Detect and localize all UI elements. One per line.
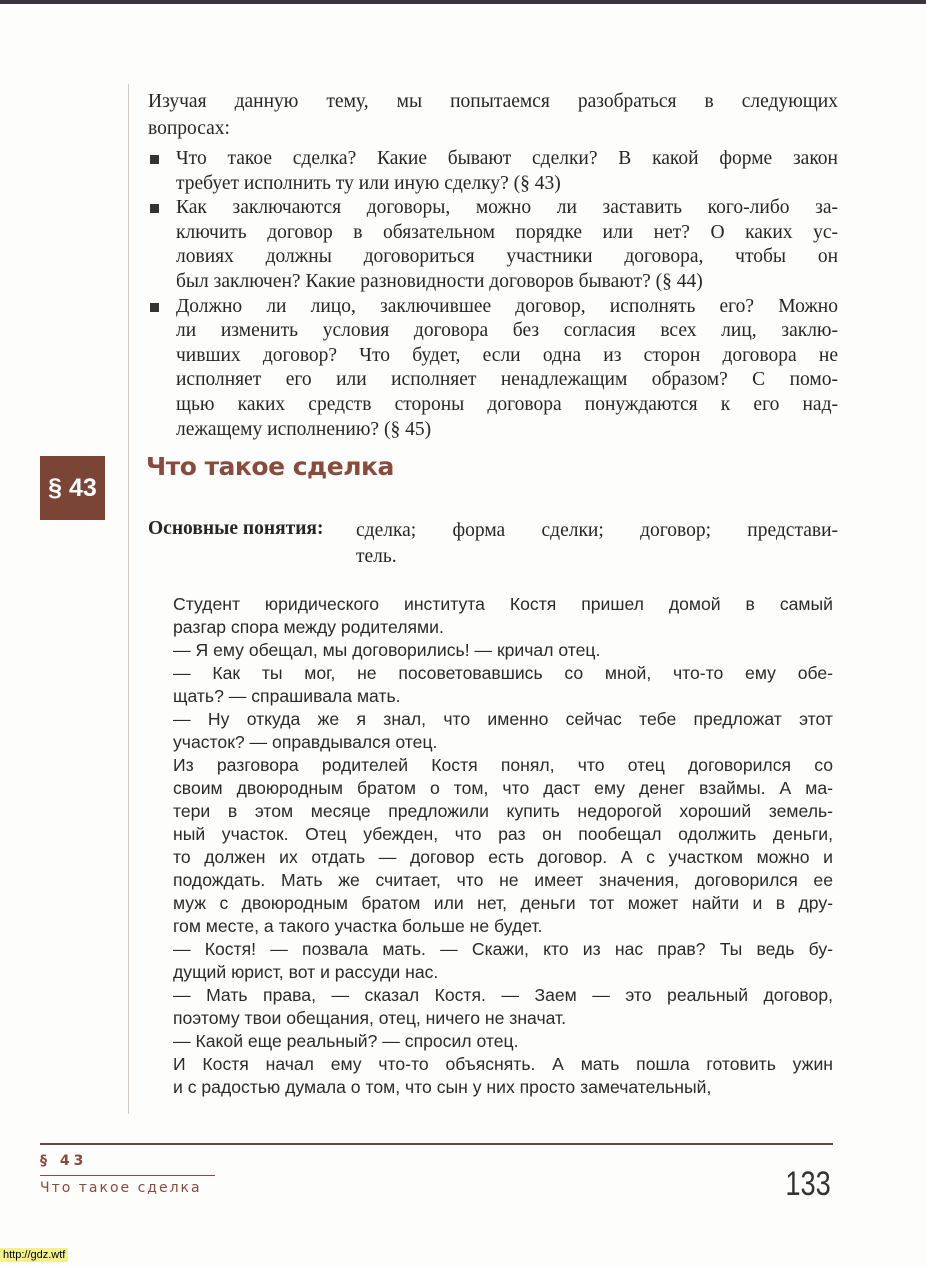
text-line: — Я ему обещал, мы договорились! — кричал отец.	[173, 640, 601, 660]
text-line: поэтому твои обещания, отец, ничего не значат.	[173, 1008, 567, 1028]
margin-rule	[128, 84, 129, 1114]
text-line: подождать. Мать же считает, что не имеет значения, договорился ее	[173, 870, 833, 890]
paragraph	[173, 1053, 833, 1099]
bullet-square-icon	[150, 155, 159, 164]
intro	[148, 88, 838, 442]
text-line: Что такое сделка? Какие бывают сделки? В какой форме закон	[176, 148, 838, 169]
question-list	[148, 147, 838, 442]
text-line: Должно ли лицо, заключившее договор, исполнять его? Можно	[176, 295, 838, 317]
text-line: ключить договор в обязательном порядке или нет? О каких ус-	[176, 221, 838, 243]
text-line: участок? — оправдывался отец.	[173, 732, 438, 752]
key-concepts-value	[356, 518, 838, 570]
text-line: Из разговора родителей Костя понял, что отец договорился со	[173, 755, 833, 775]
list-item	[148, 295, 838, 443]
paragraph	[173, 754, 833, 938]
text-line: и с радостью думала о том, что сын у них просто замечательный,	[173, 1077, 712, 1097]
text-line: своим двоюродным братом о том, что даст ему денег взаймы. А ма-	[173, 778, 833, 798]
text-line: ный участок. Отец убежден, что раз он пообещал одолжить деньги,	[173, 824, 833, 844]
paragraph	[173, 938, 833, 984]
text-line: Студент юридического института Костя пришел домой в самый	[173, 594, 833, 614]
text-line: ловиях должны договориться участники договора, чтобы он	[176, 246, 838, 268]
text-line: разгар спора между родителями.	[173, 617, 444, 637]
footer-section: § 43	[40, 1153, 88, 1169]
text-line: Как заключаются договоры, можно ли заставить кого-либо за-	[176, 197, 838, 219]
section-badge: § 43	[40, 456, 105, 520]
text-line: тель.	[356, 546, 397, 567]
text-line: — Как ты мог, не посоветовавшись со мной, что-то ему обе-	[173, 663, 833, 683]
paragraph	[173, 662, 833, 708]
text-line: был заключен? Какие разновидности договоров бывают? (§ 44)	[176, 270, 703, 292]
footer-divider	[40, 1175, 215, 1176]
text-line: вопросах:	[148, 118, 230, 139]
paragraph	[173, 708, 833, 754]
section-title: Что такое сделка	[146, 452, 394, 481]
text-line: — Какой еще реальный? — спросил отец.	[173, 1031, 519, 1051]
text-line: Изучая данную тему, мы попытаемся разобраться в следующих	[148, 91, 838, 112]
watermark-link[interactable]: http://gdz.wtf	[0, 1248, 68, 1262]
paragraph	[173, 1030, 833, 1053]
text-line: щью каких средств стороны договора понуждаются к его над-	[176, 393, 838, 415]
text-line: сделка; форма сделки; договор; представи-	[356, 520, 838, 541]
text-line: щать? — спрашивала мать.	[173, 686, 401, 706]
page-number: 133	[785, 1165, 831, 1203]
footer-title: Что такое сделка	[40, 1180, 202, 1196]
text-line: И Костя начал ему что-то объяснять. А мать пошла готовить ужин	[173, 1054, 833, 1074]
text-line: ли изменить условия договора без согласия всех лиц, заклю-	[176, 320, 838, 342]
text-line: муж с двоюродным братом или нет, деньги тот может найти и в дру-	[173, 893, 833, 913]
text-line: тери в этом месяце предложили купить недорогой хороший земель-	[173, 801, 833, 821]
text-line: — Мать права, — сказал Костя. — Заем — это реальный договор,	[173, 985, 833, 1005]
text-line: — Костя! — позвала мать. — Скажи, кто из нас прав? Ты ведь бу-	[173, 939, 833, 959]
key-concepts-label: Основные понятия:	[148, 518, 324, 539]
text-line: то должен их отдать — договор есть договор. А с участком можно и	[173, 847, 833, 867]
paragraph	[173, 639, 833, 662]
footer-rule	[40, 1143, 833, 1145]
text-line: — Ну откуда же я знал, что именно сейчас тебе предложат этот	[173, 709, 833, 729]
text-line: гом месте, а такого участка больше не будет.	[173, 916, 543, 936]
text-line: чивших договор? Что будет, если одна из сторон договора не	[176, 344, 838, 366]
text-line: дущий юрист, вот и рассуди нас.	[173, 962, 439, 982]
text-line: исполняет его или исполняет ненадлежащим образом? С помо-	[176, 369, 838, 391]
paragraph	[173, 984, 833, 1030]
text-line: лежащему исполнению? (§ 45)	[176, 418, 432, 440]
list-item	[148, 147, 838, 196]
list-item	[148, 196, 838, 294]
paragraph	[173, 593, 833, 639]
bullet-square-icon	[150, 204, 159, 213]
text-line: требует исполнить ту или иную сделку? (§ 43)	[176, 172, 561, 194]
bullet-square-icon	[150, 303, 159, 312]
body-text	[173, 593, 833, 1099]
top-border	[0, 0, 926, 4]
